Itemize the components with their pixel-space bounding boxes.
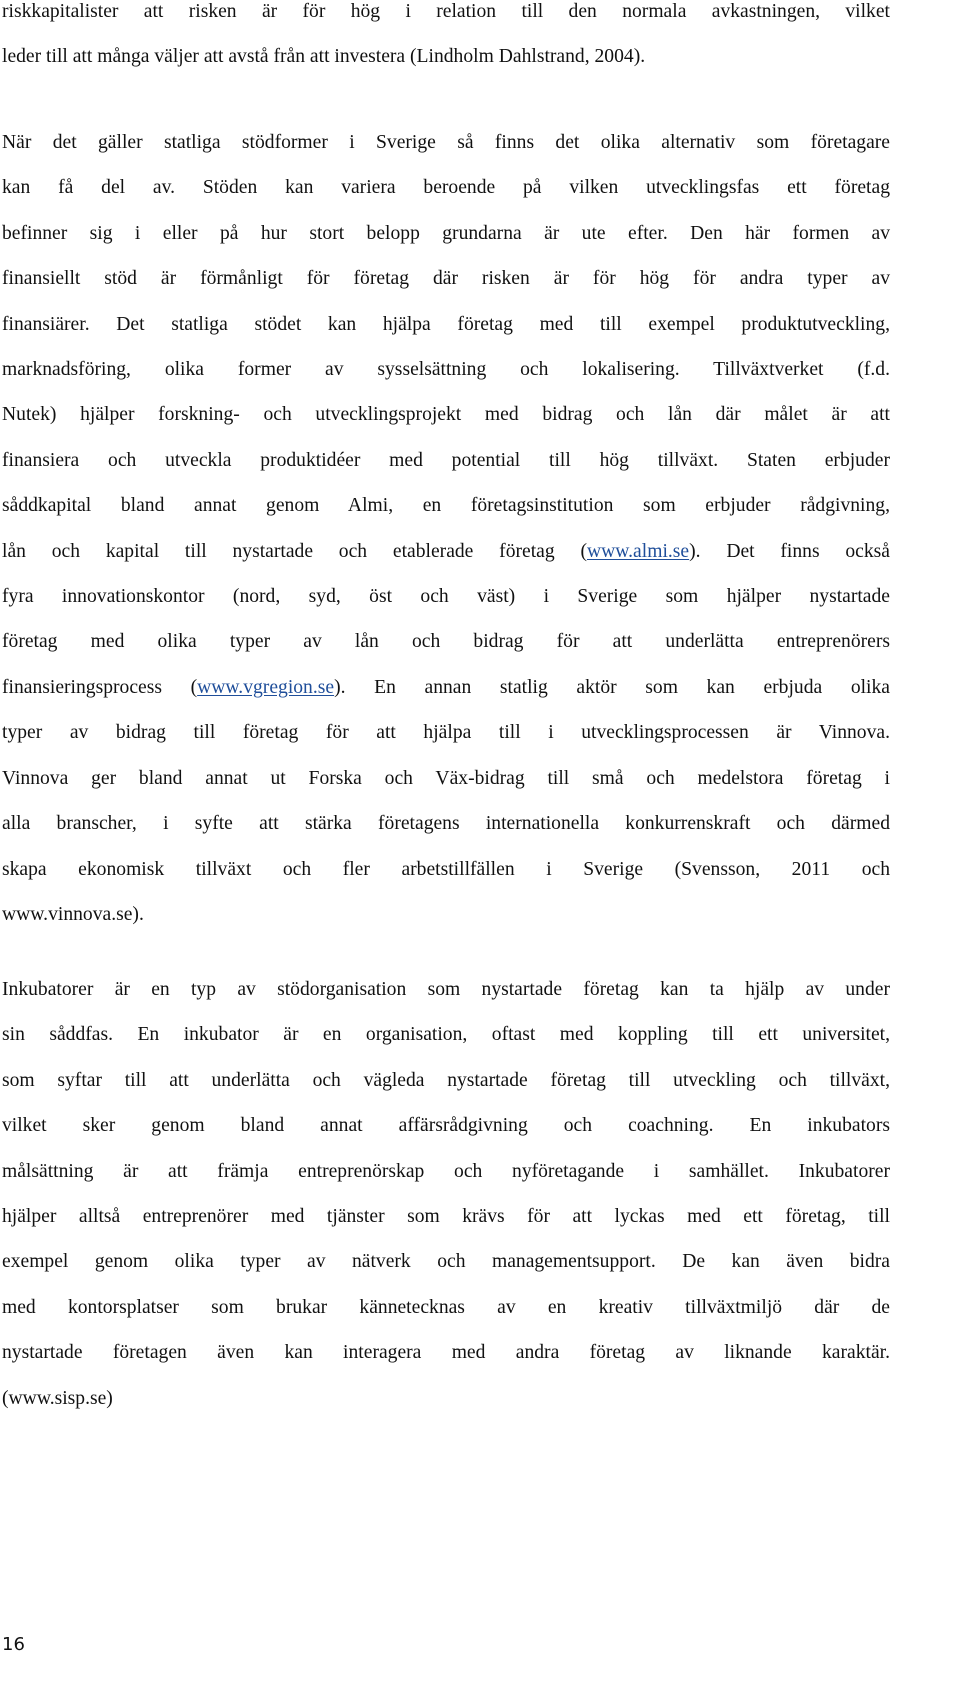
- text-line: målsättning är att främja entreprenörskap och nyföretagande i samhället. Inkubatorer: [2, 1160, 890, 1182]
- text-line: leder till att många väljer att avstå från att investera (Lindholm Dahlstrand, 2004).: [2, 46, 646, 68]
- text-line: finansiärer. Det statliga stödet kan hjälpa företag med till exempel produktutveckling,: [2, 313, 890, 335]
- text-line: fyra innovationskontor (nord, syd, öst och väst) i Sverige som hjälper nystartade: [2, 586, 890, 608]
- text-line-with-link: [2, 529, 890, 574]
- page-number: 16: [2, 1634, 25, 1655]
- paragraph-1: [2, 0, 890, 80]
- text-line: finansiera och utveckla produktidéer med potential till hög tillväxt. Staten erbjuder: [2, 449, 890, 471]
- text-line: När det gäller statliga stödformer i Sverige så finns det olika alternativ som företagare: [2, 132, 890, 153]
- text-line: www.vinnova.se).: [2, 903, 144, 925]
- text-line: vilket sker genom bland annat affärsrådgivning och coachning. En inkubators: [2, 1115, 890, 1137]
- text-line: sin såddfas. En inkubator är en organisation, oftast med koppling till ett universitet,: [2, 1024, 890, 1046]
- almi-link[interactable]: www.almi.se: [586, 540, 690, 562]
- text-line: (www.sisp.se): [2, 1387, 113, 1409]
- text-line: alla branscher, i syfte att stärka företagens internationella konkurrenskraft och därmed: [2, 813, 890, 835]
- text-line: Inkubatorer är en typ av stödorganisation som nystartade företag kan ta hjälp av under: [2, 979, 890, 1000]
- text-line: marknadsföring, olika former av sysselsättning och lokalisering. Tillväxtverket (f.d.: [2, 359, 890, 381]
- text-line: Nutek) hjälper forskning- och utvecklingsprojekt med bidrag och lån där målet är att: [2, 404, 890, 426]
- text-segment: lån och kapital till nystartade och etablerade företag (: [2, 540, 587, 562]
- paragraph-2: [2, 120, 890, 937]
- text-line: hjälper alltså entreprenörer med tjänster som krävs för att lyckas med ett företag, till: [2, 1206, 890, 1228]
- text-line: riskkapitalister att risken är för hög i relation till den normala avkastningen, vilket: [2, 1, 890, 22]
- text-line: såddkapital bland annat genom Almi, en företagsinstitution som erbjuder rådgivning,: [2, 495, 890, 517]
- text-line: Vinnova ger bland annat ut Forska och Väx-bidrag till små och medelstora företag i: [2, 767, 890, 789]
- paragraph-3: [2, 967, 890, 1421]
- text-line: nystartade företagen även kan interagera med andra företag av liknande karaktär.: [2, 1342, 890, 1364]
- text-line: företag med olika typer av lån och bidrag för att underlätta entreprenörers: [2, 631, 890, 653]
- text-line: kan få del av. Stöden kan variera beroende på vilken utvecklingsfas ett företag: [2, 177, 890, 199]
- text-line: typer av bidrag till företag för att hjälpa till i utvecklingsprocessen är Vinnova.: [2, 722, 890, 744]
- text-segment: ). Det finns också: [689, 540, 891, 562]
- text-line: skapa ekonomisk tillväxt och fler arbetstillfällen i Sverige (Svensson, 2011 och: [2, 858, 890, 880]
- text-line: med kontorsplatser som brukar kännetecknas av en kreativ tillväxtmiljö där de: [2, 1296, 890, 1318]
- text-line: som syftar till att underlätta och vägleda nystartade företag till utveckling och tillväxt,: [2, 1069, 890, 1091]
- text-line-with-link: [2, 665, 890, 710]
- vgregion-link[interactable]: www.vgregion.se: [197, 676, 335, 698]
- text-line: finansiellt stöd är förmånligt för företag där risken är för hög för andra typer av: [2, 268, 890, 290]
- text-line: exempel genom olika typer av nätverk och managementsupport. De kan även bidra: [2, 1251, 890, 1273]
- text-segment: ). En annan statlig aktör som kan erbjuda olika: [334, 676, 890, 698]
- text-segment: finansieringsprocess (: [2, 676, 198, 698]
- text-line: befinner sig i eller på hur stort belopp grundarna är ute efter. Den här formen av: [2, 222, 890, 244]
